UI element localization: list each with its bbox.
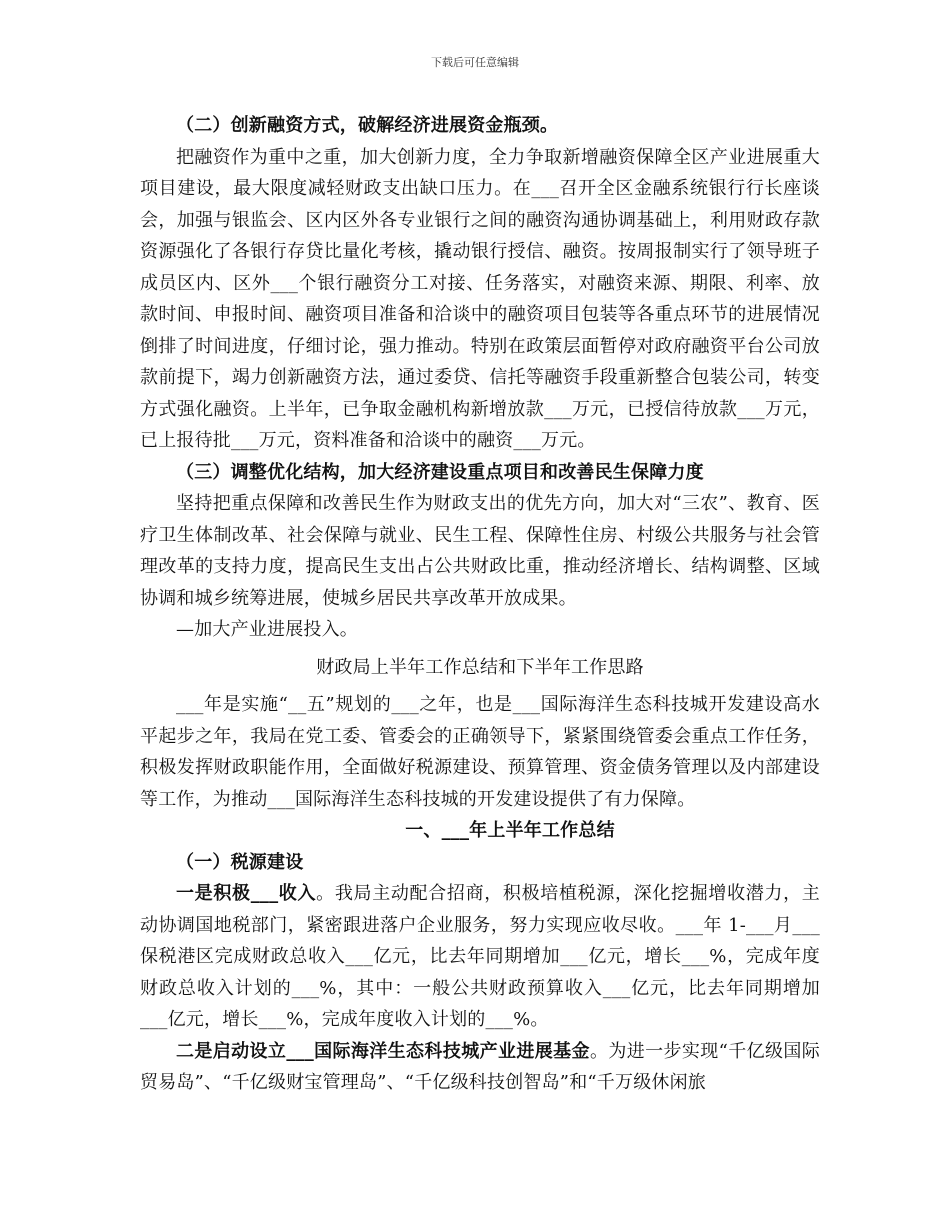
subheading-tax-source: （一）税源建设 — [176, 851, 304, 873]
document-title: 财政局上半年工作总结和下半年工作思路 — [316, 656, 644, 678]
item-1-paragraph — [140, 878, 820, 1036]
item-2-paragraph — [140, 1036, 820, 1099]
section-3-paragraph: 坚持把重点保障和改善民生作为财政支出的优先方向，加大对“三农”、教育、医疗卫生体制改革、社会保障与就业、民生工程、保障性住房、村级公共服务与社会管理改革的支持力度，提高民生支出占公共财政比重，推动经济增长、结构调整、区域协调和城乡统筹进展，使城乡居民共享改革开放成果。 — [140, 493, 820, 609]
part-1-heading: 一、___年上半年工作总结 — [405, 820, 615, 841]
section-3-subitem: —加大产业进展投入。 — [176, 619, 358, 640]
section-heading-2: （二）创新融资方式，破解经济进展资金瓶颈。 — [176, 115, 559, 136]
item-1-lead: 一是积极___收入 — [176, 883, 317, 904]
item-2-body: 。为进一步实现“千亿级国际贸易岛”、“千亿级财宝管理岛”、“千亿级科技创智岛”和“千万级休闲旅 — [140, 1040, 820, 1093]
item-1-body: 。我局主动配合招商，积极培植税源，深化挖掘增收潜力，主动协调国地税部门，紧密跟进落户企业服务，努力实现应收尽收。___年 1-___月___保税港区完成财政总收入___亿元，比去年同期增加___亿元，增长___%，完成年度财政总收入计划的___%，其中：一般公共财政预算收入___亿元，比去年同期增加___亿元，增长___%，完成年度收入计划的___%。 — [140, 883, 820, 1030]
section-heading-3: （三）调整优化结构，加大经济建设重点项目和改善民生保障力度 — [176, 461, 704, 483]
intro-paragraph: ___年是实施“__五”规划的___之年，也是___国际海洋生态科技城开发建设高水平起步之年，我局在党工委、管委会的正确领导下，紧紧围绕管委会重点工作任务，积极发挥财政职能作用，全面做好税源建设、预算管理、资金债务管理以及内部建设等工作，为推动___国际海洋生态科技城的开发建设提供了有力保障。 — [140, 694, 820, 810]
item-2-lead: 二是启动设立___国际海洋生态科技城产业进展基金 — [176, 1040, 590, 1062]
page-header: 下载后可任意编辑 — [431, 56, 519, 69]
document-body — [140, 110, 820, 1099]
section-2-paragraph: 把融资作为重中之重，加大创新力度，全力争取新增融资保障全区产业进展重大项目建设，最大限度减轻财政支出缺口压力。在___召开全区金融系统银行行长座谈会，加强与银监会、区内区外各专业银行之间的融资沟通协调基础上，利用财政存款资源强化了各银行存贷比量化考核，撬动银行授信、融资。按周报制实行了领导班子成员区内、区外___个银行融资分工对接、任务落实，对融资来源、期限、利率、放款时间、申报时间、融资项目准备和洽谈中的融资项目包装等各重点环节的进展情况倒排了时间进度，仔细讨论，强力推动。特别在政策层面暂停对政府融资平台公司放款前提下，竭力创新融资方法，通过委贷、信托等融资手段重新整合包装公司，转变方式强化融资。上半年，已争取金融机构新增放款___万元，已授信待放款___万元，已上报待批___万元，资料准备和洽谈中的融资___万元。 — [140, 146, 820, 451]
